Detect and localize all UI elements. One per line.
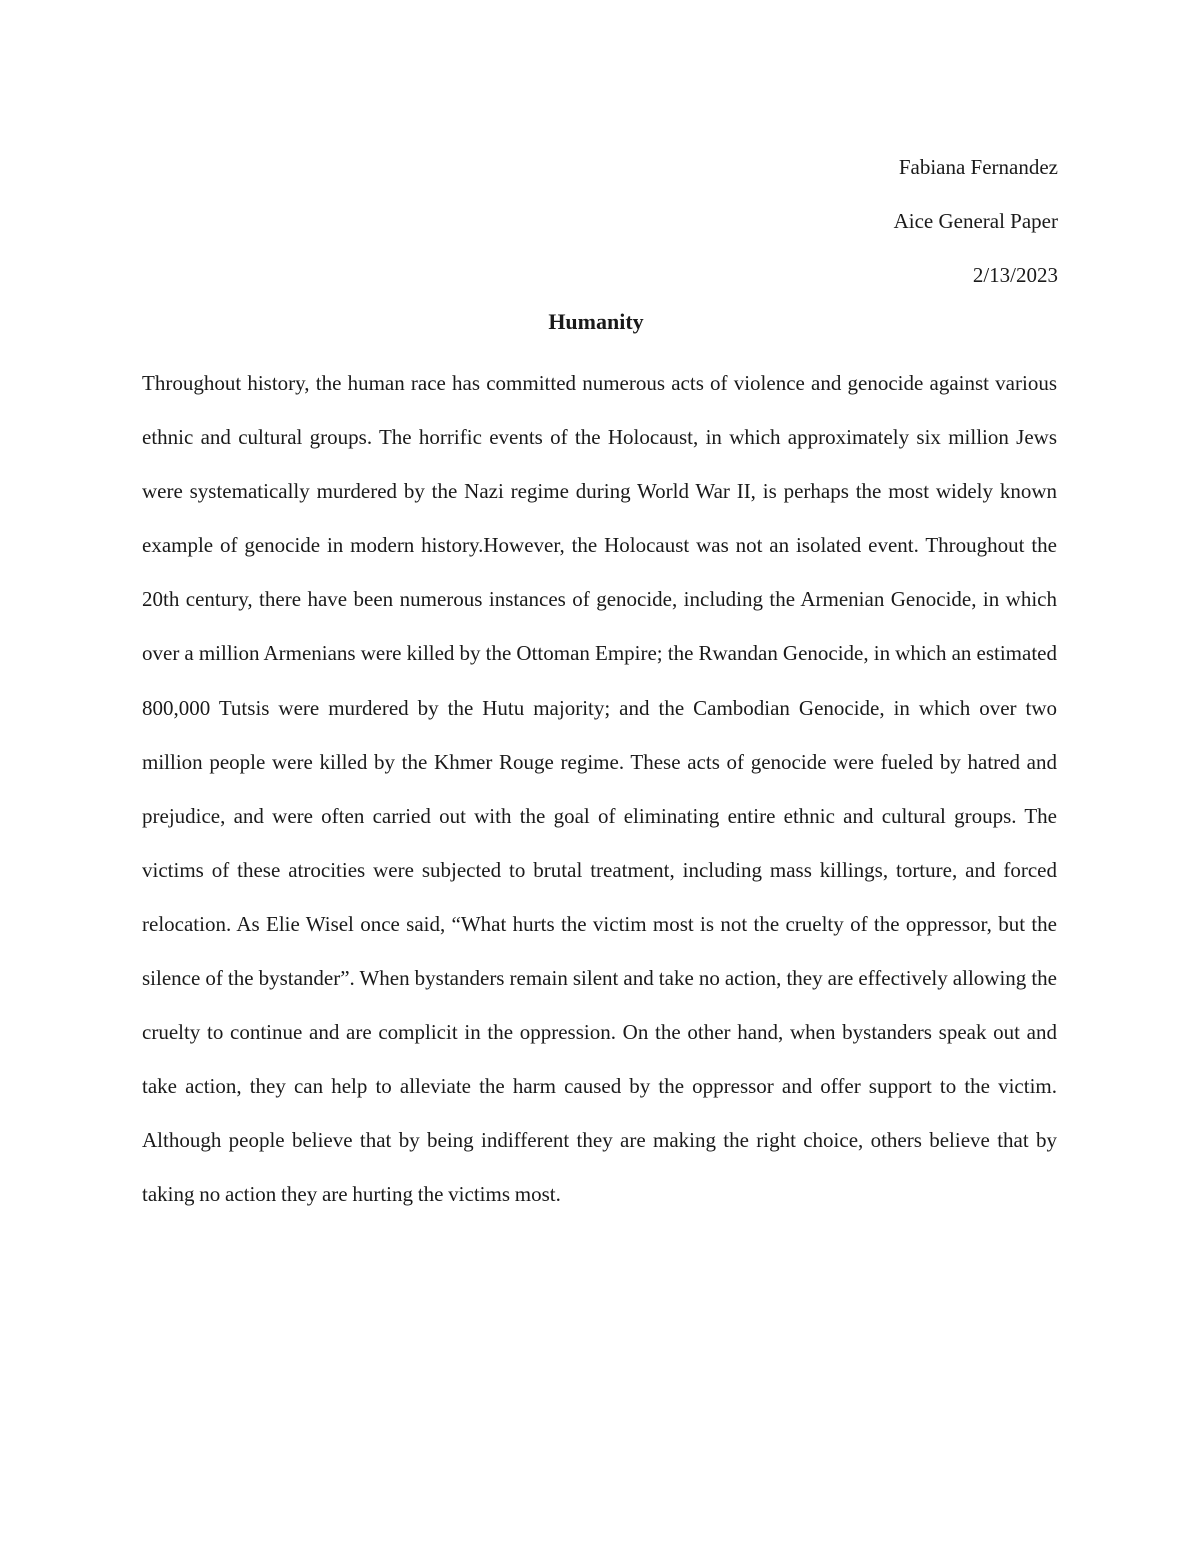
document-date: 2/13/2023 xyxy=(972,263,1058,287)
document-title: Humanity xyxy=(548,309,644,334)
course-name: Aice General Paper xyxy=(893,209,1058,233)
header-block xyxy=(894,140,1058,302)
body-paragraph: Throughout history, the human race has committed numerous acts of violence and genocide against various ethnic and cultural groups. The horrific events of the Holocaust, in which approximately six million Jews were systematically murdered by the Nazi regime during World War II, is perhaps the most widely known example of genocide in modern history.However, the Holocaust was not an isolated event. Throughout the 20th century, there have been numerous instances of genocide, including the Armenian Genocide, in which over a million Armenians were killed by the Ottoman Empire; the Rwandan Genocide, in which an estimated 800,000 Tutsis were murdered by the Hutu majority; and the Cambodian Genocide, in which over two million people were killed by the Khmer Rouge regime. These acts of genocide were fueled by hatred and prejudice, and were often carried out with the goal of eliminating entire ethnic and cultural groups. The victims of these atrocities were subjected to brutal treatment, including mass killings, torture, and forced relocation. As Elie Wisel once said, “What hurts the victim most is not the cruelty of the oppressor, but the silence of the bystander”. When bystanders remain silent and take no action, they are effectively allowing the cruelty to continue and are complicit in the oppression. On the other hand, when bystanders speak out and take action, they can help to alleviate the harm caused by the oppressor and offer support to the victim. Although people believe that by being indifferent they are making the right choice, others believe that by taking no action they are hurting the victims most. xyxy=(142,371,1057,1207)
author-name: Fabiana Fernandez xyxy=(898,155,1058,179)
